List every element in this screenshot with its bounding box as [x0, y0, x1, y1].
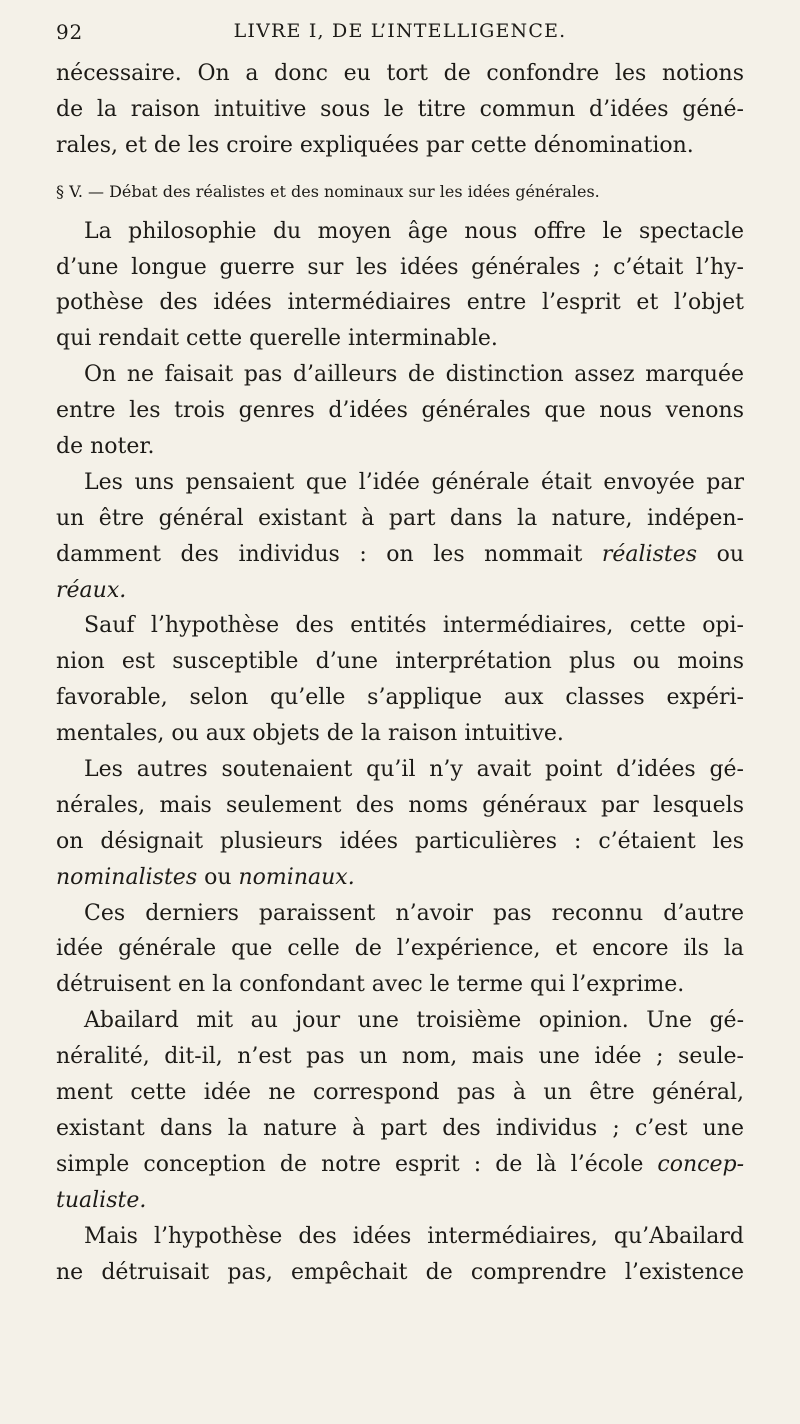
text-line: nérales, mais seulement des noms généraux par lesquels	[56, 792, 744, 818]
paragraph	[56, 1219, 744, 1291]
text-fragment: ou	[697, 541, 744, 567]
text-line: nécessaire. On a donc eu tort de confondre les notions	[56, 61, 744, 86]
paragraph	[56, 1003, 744, 1218]
text-line: favorable, selon qu’elle s’applique aux classes expéri-	[56, 685, 744, 711]
text-line: Les uns pensaient que l’idée générale était envoyée par	[84, 469, 744, 495]
text-line: nion est susceptible d’une interprétation plus ou moins	[56, 649, 744, 675]
text-line: ment cette idée ne correspond pas à un être général,	[56, 1080, 744, 1106]
text-line	[56, 860, 744, 896]
text-line: qui rendait cette querelle interminable.	[56, 326, 498, 352]
paragraph	[56, 357, 744, 465]
text-line: néralité, dit-il, n’est pas un nom, mais une idée ; seule-	[56, 1044, 744, 1070]
text-line: entre les trois genres d’idées générales que nous venons	[56, 398, 744, 424]
text-line: existant dans la nature à part des individus ; c’est une	[56, 1115, 744, 1141]
text-line: Les autres soutenaient qu’il n’y avait point d’idées gé-	[84, 757, 744, 783]
text-line	[56, 537, 744, 573]
text-line: mentales, ou aux objets de la raison intuitive.	[56, 721, 564, 747]
page-body	[56, 56, 744, 1290]
text-fragment: damment des individus : on les nommait	[56, 541, 602, 567]
text-line: Ces derniers paraissent n’avoir pas reconnu d’autre	[84, 900, 744, 926]
text-line	[56, 1183, 744, 1219]
paragraph	[56, 465, 744, 609]
text-line: La philosophie du moyen âge nous offre le spectacle	[84, 218, 744, 244]
paragraph	[56, 608, 744, 752]
text-line: Abailard mit au jour une troisième opinion. Une gé-	[84, 1008, 744, 1034]
text-line: détruisent en la confondant avec le terme qui l’exprime.	[56, 972, 685, 998]
text-fragment: simple conception de notre esprit : de là l’école	[56, 1151, 658, 1177]
italic-term: réaux.	[56, 577, 127, 603]
text-line	[56, 1147, 744, 1183]
text-line: On ne faisait pas d’ailleurs de distinction assez marquée	[84, 362, 744, 388]
italic-term: nominaux.	[238, 864, 355, 890]
text-line: de noter.	[56, 434, 155, 460]
italic-term: réalistes	[601, 541, 698, 567]
text-line: pothèse des idées intermédiaires entre l’esprit et l’objet	[56, 290, 744, 316]
text-line: idée générale que celle de l’expérience, et encore ils la	[56, 936, 744, 962]
paragraph	[56, 752, 744, 896]
paragraph	[56, 214, 744, 358]
text-line: Mais l’hypothèse des idées intermédiaires, qu’Abailard	[84, 1223, 744, 1249]
text-line: un être général existant à part dans la nature, indépen-	[56, 505, 744, 531]
text-line: d’une longue guerre sur les idées générales ; c’était l’hy-	[56, 254, 744, 280]
italic-term: concep-	[657, 1151, 744, 1177]
running-title: LIVRE I, DE L’INTELLIGENCE.	[233, 20, 567, 42]
paragraph	[56, 896, 744, 1004]
italic-term: nominalistes	[56, 864, 198, 890]
text-line: de la raison intuitive sous le titre commun d’idées géné-	[56, 96, 744, 122]
text-line: on désignait plusieurs idées particulières : c’étaient les	[56, 828, 744, 854]
text-fragment: ou	[197, 864, 239, 890]
italic-term: tualiste.	[56, 1187, 147, 1213]
text-line: Sauf l’hypothèse des entités intermédiaires, cette opi-	[84, 613, 744, 639]
page-number: 92	[56, 20, 84, 44]
section-heading: § V. — Débat des réalistes et des nominaux sur les idées générales.	[56, 181, 600, 201]
intro-paragraph	[56, 56, 744, 164]
page-header	[56, 20, 744, 52]
text-line: rales, et de les croire expliquées par cette dénomination.	[56, 132, 694, 158]
text-line	[56, 573, 744, 609]
text-line: ne détruisait pas, empêchait de comprendre l’existence	[56, 1259, 744, 1285]
